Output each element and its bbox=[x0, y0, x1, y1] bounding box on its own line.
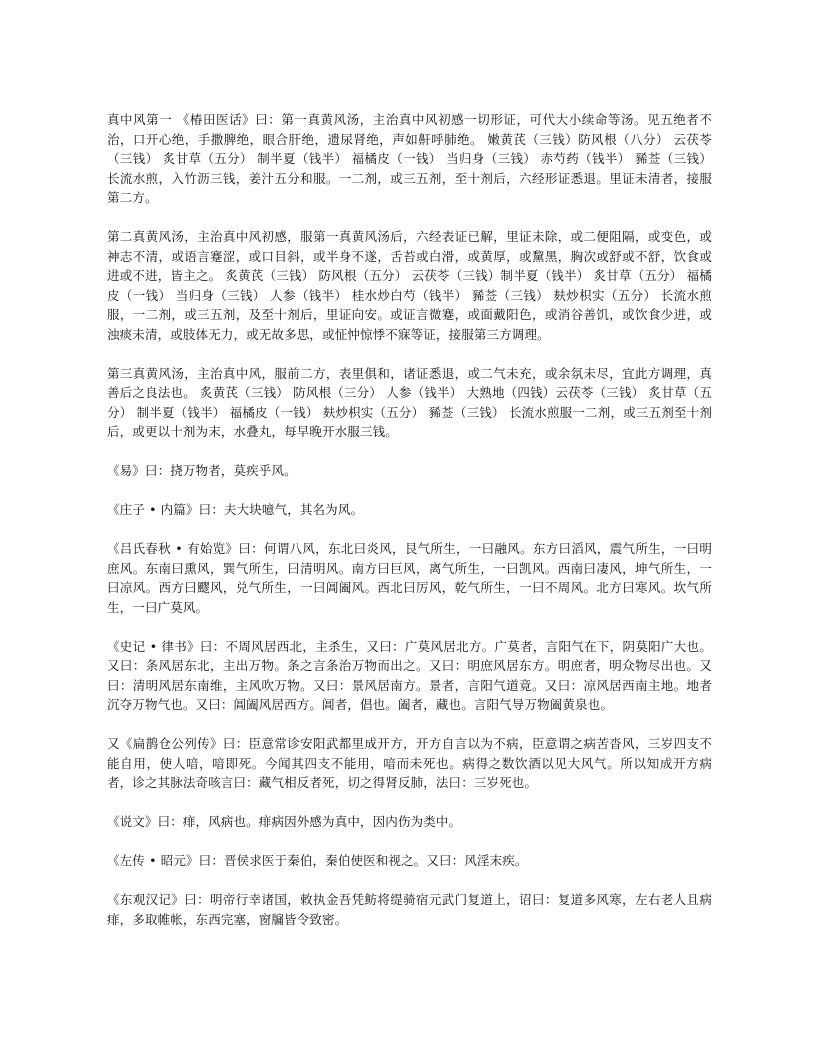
paragraph-true-wind-first-formula: 真中风第一 《椿田医话》曰：第一真黄风汤，主治真中风初感一切形证，可代大小续命等汤。见五绝者不治，口开心绝，手撒脾绝，眼合肝绝，遗尿肾绝，声如鼾呼肺绝。 嫩黄芪（三钱）防风根（八分） 云茯苓（三钱） 炙甘草（五分） 制半夏（钱半） 福橘皮（一钱） 当归身（三钱） 赤芍药（钱半） 豨莶（三钱） 长流水煎，入竹沥三钱，姜汁五分和服。一二剂，或三五剂，至十剂后，六经形证悉退。里证未清者，接服第二方。 bbox=[107, 112, 712, 205]
paragraph-shuowen-quote: 《说文》曰：痱，风病也。痱病因外感为真中，因内伤为类中。 bbox=[107, 814, 462, 829]
paragraph-second-formula: 第二真黄风汤，主治真中风初感，服第一真黄风汤后，六经表证已解，里证未除，或二便阻隔，或变色，或神志不清，或语言蹇涩，或口目斜，或半身不遂，舌苔或白滑，或黄厚，或黧黑，胸次或舒或不舒，饮食或进或不进，皆主之。 炙黄芪（三钱） 防风根（五分） 云茯苓（三钱）制半夏（钱半） 炙甘草（五分） 福橘皮（一钱） 当归身（三钱） 人参（钱半） 桂水炒白芍（钱半） 豨莶（三钱） 麸炒枳实（五分） 长流水煎服，一二剂，或三五剂，及至十剂后，里证向安。或证言微蹇，或面戴阳色，或消谷善饥，或饮食少进，或浊痰未清，或肢体无力，或无故多思，或怔忡惊悸不寐等证，接服第三方调理。 bbox=[107, 229, 712, 342]
paragraph-lushi-chunqiu-quote: 《吕氏春秋 • 有始览》曰：何谓八风，东北曰炎风，艮气所生，一曰融风。东方曰滔风，震气所生，一曰明庶风。东南曰熏风，巽气所生，曰清明风。南方曰巨风，离气所生，一曰凯风。西南曰凄风，坤气所生，一曰凉风。西方曰飂风，兑气所生，一曰阊阖风。西北曰厉风，乾气所生，一曰不周风。北方曰寒风。坎气所生，一曰广莫风。 bbox=[107, 541, 712, 615]
paragraph-shiji-lvshu-quote: 《史记 • 律书》曰：不周风居西北，主杀生，又曰：广莫风居北方。广莫者，言阳气在下，阴莫阳广大也。又曰：条风居东北，主出万物。条之言条治万物而出之。又曰：明庶风居东方。明庶者，明众物尽出也。又曰：清明风居东南维，主风吹万物。又曰：景风居南方。景者，言阳气道竟。又曰：凉风居西南主地。地者沉夺万物气也。又曰：阊阖风居西方。阊者，倡也。阖者，藏也。言阳气导万物阖黄泉也。 bbox=[107, 638, 712, 712]
paragraph-third-formula: 第三真黄风汤，主治真中风，服前二方，表里俱和，诸证悉退，或二气未充，或余氛未尽，宜此方调理，真善后之良法也。 炙黄芪（三钱） 防风根（三分） 人参（钱半） 大熟地（四钱）云茯苓（三钱） 炙甘草（五分） 制半夏（钱半） 福橘皮（一钱） 麸炒枳实（五分） 豨莶（三钱） 长流水煎服一二剂，或三五剂至十剂后，或更以十剂为末，水叠丸，每早晚开水服三钱。 bbox=[107, 365, 712, 439]
paragraph-zuozhuan-quote: 《左传 • 昭元》曰：晋侯求医于秦伯，秦伯使医和视之。又曰：风淫末疾。 bbox=[107, 853, 528, 868]
paragraph-zhuangzi-quote: 《庄子 • 内篇》曰：夫大块噫气，其名为风。 bbox=[107, 502, 364, 517]
paragraph-dongguan-hanji-quote: 《东观汉记》曰：明帝行幸诸国，敕执金吾凭鲂将缇骑宿元武门复道上，诏曰：复道多风寒，左右老人且病痱，多取帷帐，东西完塞，窗牖皆令致密。 bbox=[107, 892, 712, 927]
paragraph-yijing-quote: 《易》曰：挠万物者，莫疾乎风。 bbox=[107, 463, 297, 478]
document-body bbox=[107, 110, 712, 949]
paragraph-bianque-biography-quote: 又《扁鹊仓公列传》曰：臣意常诊安阳武都里成开方，开方自言以为不病，臣意谓之病苦沓风，三岁四支不能自用，使人喑，喑即死。今闻其四支不能用，喑而未死也。病得之数饮酒以见大风气。所以知成开方病者，诊之其脉法奇咳言曰：藏气相反者死，切之得肾反肺，法曰：三岁死也。 bbox=[107, 736, 712, 790]
